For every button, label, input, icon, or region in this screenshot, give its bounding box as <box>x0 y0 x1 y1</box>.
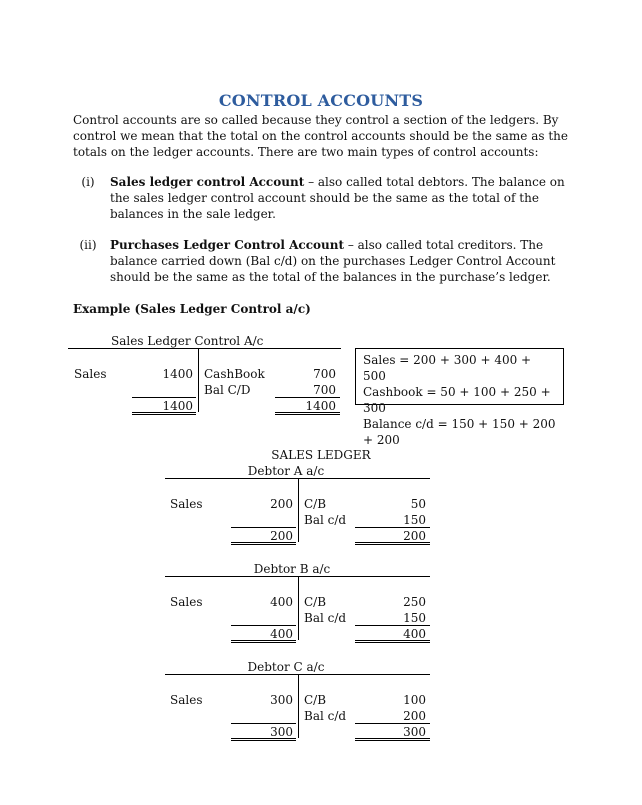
list-item-term: Purchases Ledger Control Account <box>110 238 344 252</box>
list-item <box>110 237 572 285</box>
credit-amount: 100 <box>403 693 426 707</box>
credit-amount: 700 <box>313 383 336 397</box>
list-item <box>110 174 572 222</box>
credit-label: C/B <box>304 595 327 609</box>
sales-ledger-heading: SALES LEDGER <box>271 448 371 462</box>
intro-paragraph: Control accounts are so called because they control a section of the ledgers. By control we mean that the total on the control accounts should be the same as the totals on the ledger accounts. There are two main types of control accounts: <box>73 113 568 159</box>
t-account-divider <box>198 348 199 412</box>
debit-amount: 200 <box>270 497 293 511</box>
list-item-label: (i) <box>81 175 95 189</box>
t-account-divider <box>298 674 299 738</box>
double-underline <box>275 412 340 415</box>
debit-amount: 400 <box>270 595 293 609</box>
credit-total: 200 <box>403 529 426 543</box>
list-item-text: – also called total debtors. The balance on the sales ledger control account should be the same as the total of the balances in the sale ledger. <box>110 175 565 221</box>
double-underline <box>355 738 430 741</box>
page-title: CONTROL ACCOUNTS <box>218 91 424 110</box>
debit-amount: 300 <box>270 693 293 707</box>
list-item-label: (ii) <box>79 238 97 252</box>
double-underline <box>231 640 296 643</box>
example-heading: Example (Sales Ledger Control a/c) <box>73 302 311 316</box>
t-account-top-rule <box>68 348 341 349</box>
control-account-title: Sales Ledger Control A/c <box>111 334 264 348</box>
note-line: Sales = 200 + 300 + 400 + 500 <box>363 353 532 383</box>
double-underline <box>231 738 296 741</box>
credit-amount: 150 <box>403 611 426 625</box>
credit-amount: 150 <box>403 513 426 527</box>
calculation-note-box <box>355 348 564 447</box>
note-line: Balance c/d = 150 + 150 + 200 + 200 <box>363 417 556 447</box>
credit-label: C/B <box>304 693 327 707</box>
debit-label: Sales <box>170 595 203 609</box>
credit-amount: 700 <box>313 367 336 381</box>
credit-amount: 50 <box>410 497 426 511</box>
debit-label: Sales <box>170 497 203 511</box>
debit-total: 400 <box>270 627 293 641</box>
credit-total: 300 <box>403 725 426 739</box>
debtor-account-title: Debtor C a/c <box>247 660 325 674</box>
credit-amount: 200 <box>403 709 426 723</box>
double-underline <box>355 640 430 643</box>
credit-label: C/B <box>304 497 327 511</box>
note-line: Cashbook = 50 + 100 + 250 + 300 <box>363 385 551 415</box>
debit-total: 200 <box>270 529 293 543</box>
double-underline <box>231 542 296 545</box>
credit-label: Bal c/d <box>304 513 347 527</box>
double-underline <box>132 412 196 415</box>
credit-amount: 250 <box>403 595 426 609</box>
debit-label: Sales <box>74 367 107 381</box>
credit-label: Bal C/D <box>204 383 251 397</box>
debtor-account-title: Debtor B a/c <box>253 562 331 576</box>
credit-total: 1400 <box>305 399 336 413</box>
debit-amount: 1400 <box>162 367 193 381</box>
credit-label: Bal c/d <box>304 611 347 625</box>
list-item-text: – also called total creditors. The balance carried down (Bal c/d) on the purchases Ledger Control Account should be the same as the total of the balances in the purchase’s ledger. <box>110 238 556 284</box>
t-account-divider <box>298 576 299 640</box>
debit-total: 1400 <box>162 399 193 413</box>
debtor-account-title: Debtor A a/c <box>247 464 325 478</box>
double-underline <box>355 542 430 545</box>
t-account-divider <box>298 478 299 542</box>
credit-total: 400 <box>403 627 426 641</box>
credit-label: Bal c/d <box>304 709 347 723</box>
debit-total: 300 <box>270 725 293 739</box>
credit-label: CashBook <box>204 367 265 381</box>
list-item-term: Sales ledger control Account <box>110 175 305 189</box>
debit-label: Sales <box>170 693 203 707</box>
